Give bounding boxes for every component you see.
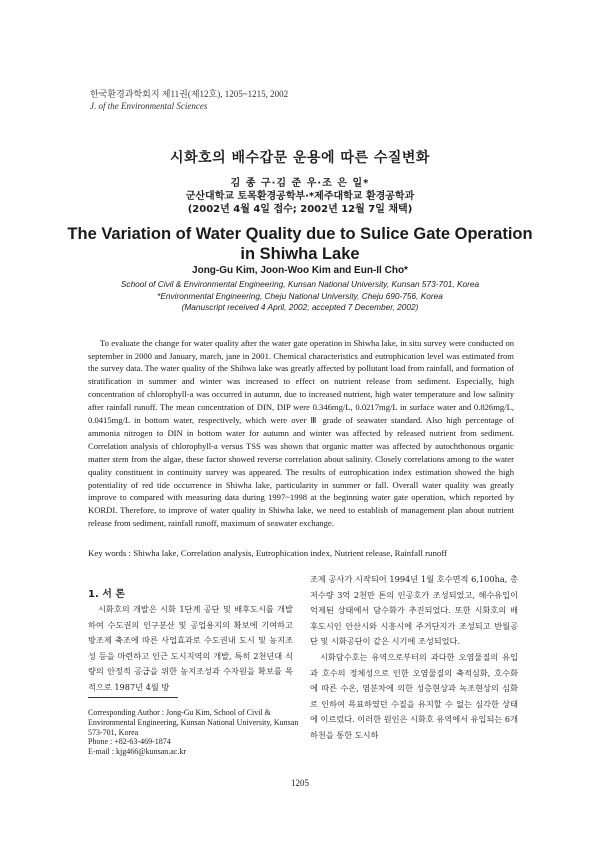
manuscript-dates: (Manuscript received 4 April, 2002; accepted 7 December, 2002) (181, 302, 419, 312)
english-affiliations (0, 279, 600, 314)
abstract: To evaluate the change for water quality after the water gate operation in Shiwha lake, in situ survey were conducted on september in 2000 and January, march, jane in 2001. Chemical characteristics and eutrophication level was estimated from the survey data. The water quality of the Shihwa lake was greatly affected by pollutant load from rainfall, and formation of stratification in summer and winter was increased to effect on nutrient release from sediment. Especially, high concentration of chlorophyll-a was occurred in autumn, due to increased nutrient, high water temperature and low salinity after rainfall runoff. The mean concentration of DIN, DIP were 0.346mg/L, 0.0217mg/L in surface water and 0.826mg/L, 0.0415mg/L in bottom water, respectively, which were over Ⅲ grade of seawater standard. Also high percentage of ammonia nitrogen to DIN in bottom water for autumn and winter was affected by released nutrient from sediment. Correlation analysis of chlorophyll-a versus TSS was shown that organic matter was affected by autochthonous organic matter stem from the algae, these factor showed reverse correlation about salinity. Closely correlations among to the water quality constituent in continuity survey was appeared. The results of eutrophication index estimation showed the high potentiality of red tide occurrence in Shiwha lake, particularity in summer or fall. Overall water quality was greatly improve to compared with measuring data during 1997~1998 at the beginning water gate operation, which reported by KORDI. Therefore, to improve of water quality in Shiwha lake, we need to establish of management plan about nutrient release from sediment, rainfall runoff, maximum of seawater exchange. (88, 337, 514, 529)
intro-paragraph-right-2: 시화담수호는 유역으로부터의 과다한 오염물질의 유입과 호수의 정체성으로 인한 오염물질의 축적심화, 호수화에 따른 수온, 염분차에 의한 성층현상과 녹조현상의 심화로 인하여 목표하였던 수질을 유지할 수 없는 심각한 상태에 이르렀다. 이러한 원인은 시화호 유역에서 유입되는 6개 하천을 통한 도시하 (310, 651, 518, 740)
intro-paragraph-right-1: 조제 공사가 시작되어 1994년 1월 호수면적 6,100ha, 총저수량 3억 2천만 톤의 인공호가 조성되었고, 해수유입이 억제된 상태에서 담수화가 추진되었다. 또한 시화호의 배후도시인 안산시와 시흥시에 주거단지가 조성되고 반월공단 및 시화공단이 같은 시기에 조성되었다. (310, 574, 518, 647)
corresponding-author-footnote (88, 708, 300, 757)
journal-header (90, 88, 288, 112)
footnote-phone: Phone : +82-63-469-1874 (88, 737, 171, 747)
section-heading-introduction: 1. 서 론 (88, 589, 126, 600)
right-column (310, 572, 518, 744)
footnote-author: Corresponding Author : Jong-Gu Kim, School of Civil & Environmental Engineering, Kunsan National University, Kunsan 573-701, Korea (88, 708, 299, 737)
affiliation-cheju: *Environmental Engineering, Cheju National University, Cheju 690-756, Korea (157, 290, 443, 301)
english-title: The Variation of Water Quality due to Sulice Gate Operation in Shiwha Lake (67, 225, 533, 263)
korean-authors: 김 종 구·김 준 우·조 은 일* (230, 178, 370, 189)
korean-dates: (2002년 4월 4일 접수; 2002년 12월 7일 채택) (187, 204, 413, 215)
journal-citation: 한국환경과학회지 제11권(제12호), 1205~1215, 2002 (90, 89, 289, 99)
korean-affiliation: 군산대학교 토목환경공학부·*제주대학교 환경공학과 (185, 191, 415, 202)
affiliation-kunsan: School of Civil & Environmental Engineering, Kunsan National University, Kunsan 573-701, Korea (120, 279, 480, 289)
intro-paragraph-left: 시화호의 개발은 시화 1단계 공단 및 배후도시를 개발하여 수도권의 인구분산 및 공업용지의 확보에 기여하고 방조제 축조에 따른 사업효과로 수도권내 도시 및 농지조성 등을 마련하고 인근 도시지역의 개발, 특히 2천년대 식량의 안정적 공급을 위한 농지조성과 수자원을 확보를 목적으로 1987년 4월 방 (88, 604, 293, 692)
journal-name: J. of the Environmental Sciences (90, 101, 208, 111)
keywords: Key words : Shiwha lake, Correlation analysis, Eutrophication index, Nutrient release, Rainfall runoff (88, 548, 447, 558)
korean-title: 시화호의 배수갑문 운용에 따른 수질변화 (170, 150, 430, 166)
footnote-email: E-mail : kjg466@kunsan.ac.kr (88, 747, 187, 757)
left-column (88, 587, 293, 696)
english-authors: Jong-Gu Kim, Joon-Woo Kim and Eun-Il Cho* (192, 265, 408, 276)
page-number: 1205 (291, 778, 309, 788)
footnote-divider (88, 697, 178, 698)
